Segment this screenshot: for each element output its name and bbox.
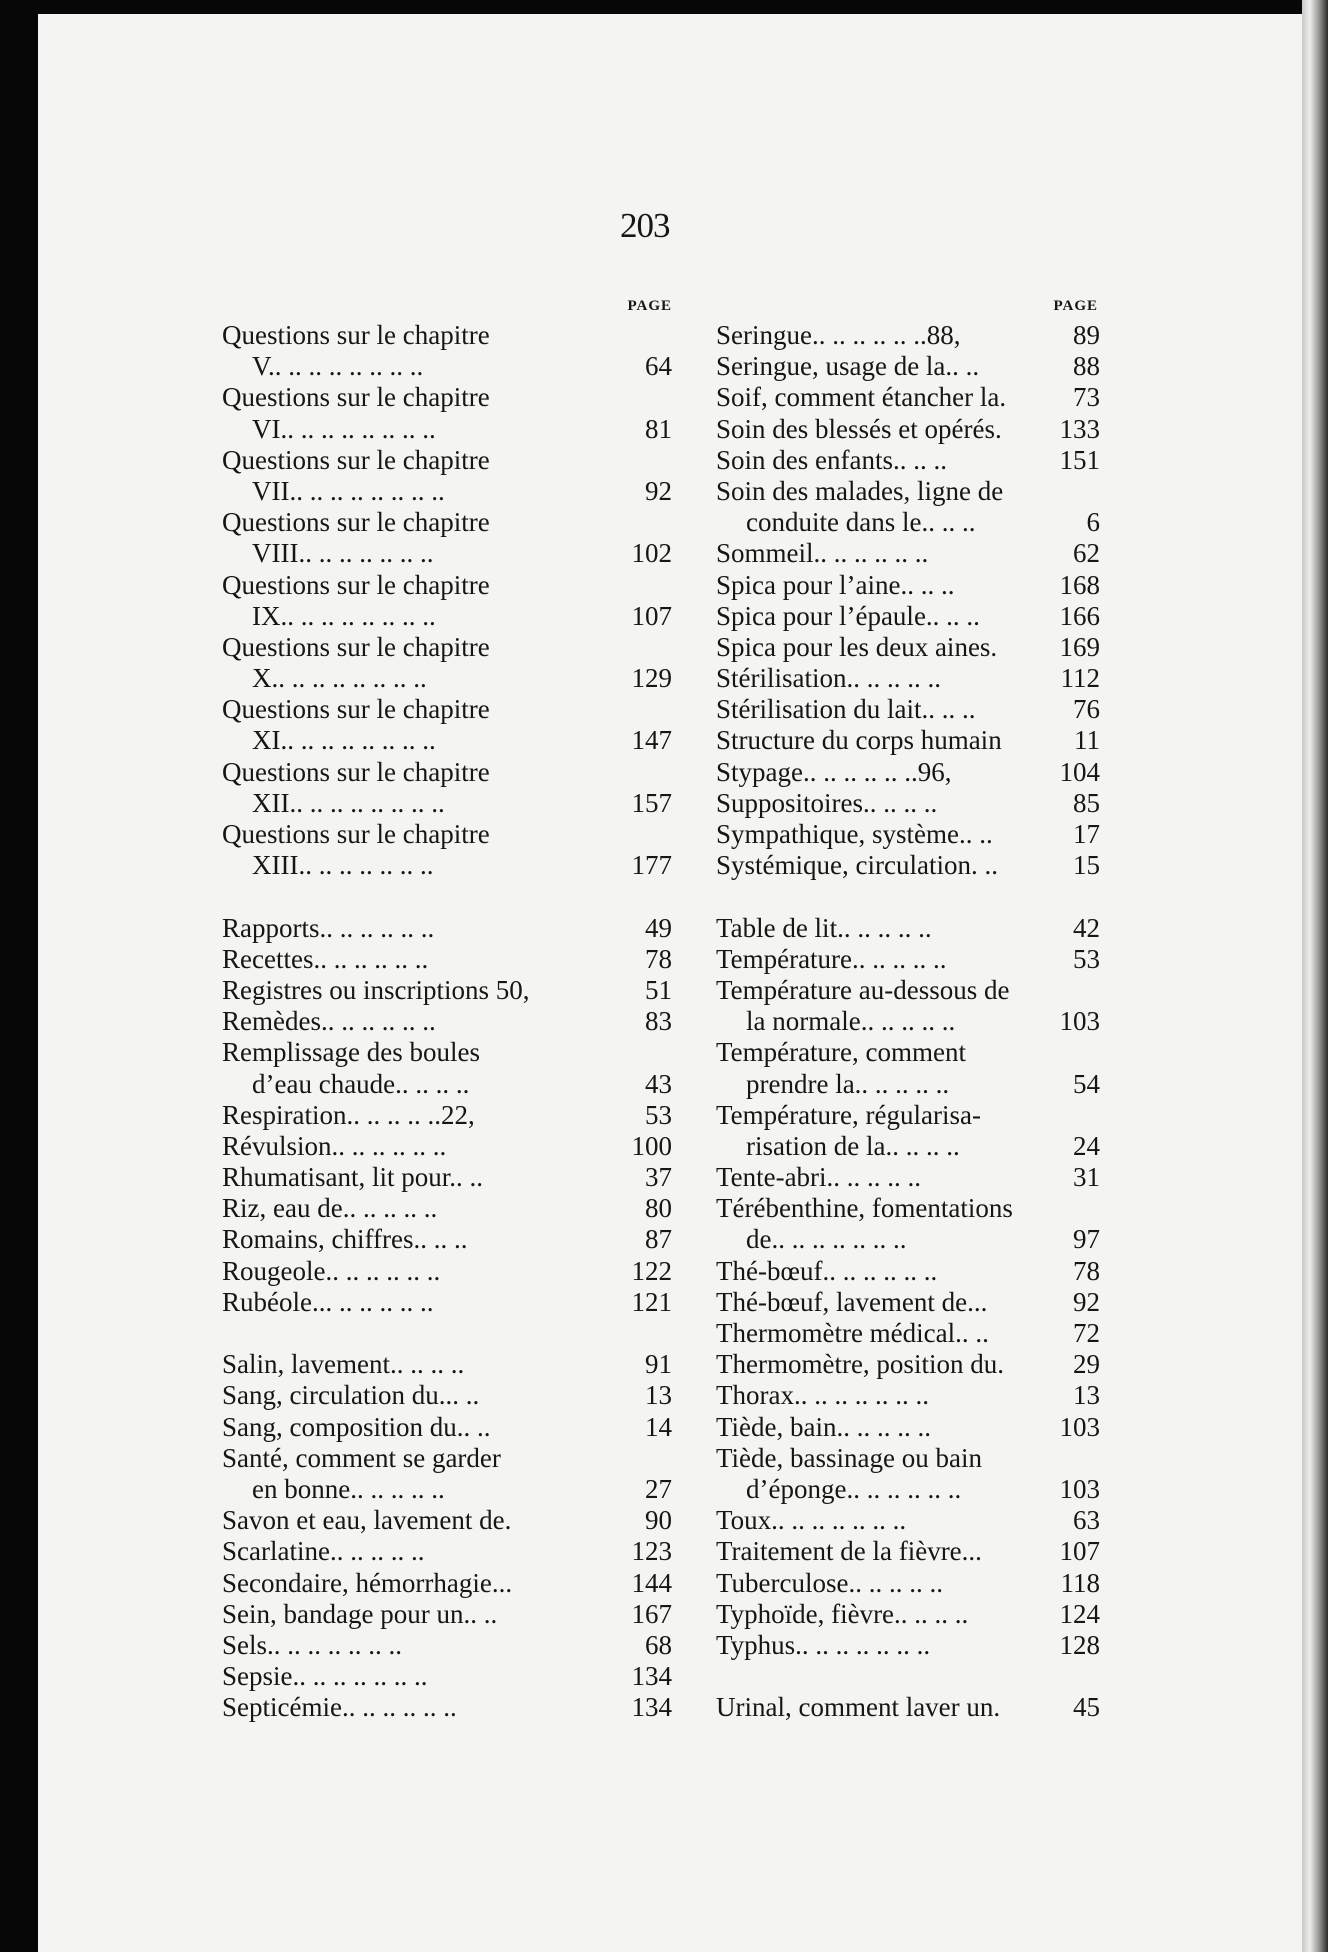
index-entry <box>222 1536 672 1567</box>
index-entry-text: Toux.. .. .. .. .. .. .. <box>716 1505 907 1536</box>
index-entry <box>222 725 672 756</box>
index-entry-page-number: 103 <box>1059 1473 1100 1504</box>
index-entry <box>222 351 672 382</box>
index-entry-page-number: 100 <box>631 1130 672 1161</box>
index-entry-page-number: 53 <box>645 1099 672 1130</box>
index-entry-text: Questions sur le chapitre <box>222 507 490 538</box>
index-entry-text: Température, comment <box>716 1037 967 1068</box>
index-entry-page-number: 51 <box>645 974 672 1005</box>
index-entry-page-number: 24 <box>1073 1130 1100 1161</box>
index-entry <box>222 819 672 850</box>
index-entry-page-number: 78 <box>1073 1255 1100 1286</box>
index-entry-page-number: 49 <box>645 912 672 943</box>
index-entry <box>716 507 1100 538</box>
entries-left <box>222 320 672 1723</box>
index-entry-text: d’éponge.. .. .. .. .. .. <box>746 1473 962 1504</box>
index-entry-text: Sang, composition du.. .. <box>222 1411 491 1442</box>
index-entry-page-number: 97 <box>1073 1224 1100 1255</box>
index-entry-text: Rubéole... .. .. .. .. .. <box>222 1286 434 1317</box>
index-entry-text: Sang, circulation du... .. <box>222 1380 480 1411</box>
index-entry-text: en bonne.. .. .. .. .. <box>252 1473 445 1504</box>
index-entry-text: Traitement de la fièvre... <box>716 1536 982 1567</box>
index-entry-page-number: 43 <box>645 1068 672 1099</box>
index-entry-page-number: 151 <box>1059 444 1100 475</box>
index-entry-text: Romains, chiffres.. .. .. <box>222 1224 468 1255</box>
index-entry-text: Rapports.. .. .. .. .. .. <box>222 912 435 943</box>
index-entry <box>222 1131 672 1162</box>
index-entry <box>716 445 1100 476</box>
index-entry <box>222 1692 672 1723</box>
index-entry-page-number: 177 <box>631 850 672 881</box>
index-entry-page-number: 112 <box>1060 663 1100 694</box>
index-entry-text: Spica pour l’épaule.. .. .. <box>716 600 980 631</box>
index-entry <box>716 1474 1100 1505</box>
index-entry <box>222 788 672 819</box>
index-entry-page-number: 73 <box>1073 382 1100 413</box>
index-entry <box>716 975 1100 1006</box>
index-entry <box>222 1380 672 1411</box>
index-entry <box>222 1630 672 1661</box>
index-entry-text: Tiède, bain.. .. .. .. .. <box>716 1411 931 1442</box>
index-entry-page-number: 45 <box>1073 1692 1100 1723</box>
index-entry <box>716 1287 1100 1318</box>
index-entry-text: Suppositoires.. .. .. .. <box>716 787 938 818</box>
index-entry-text: Urinal, comment laver un. <box>716 1692 1001 1723</box>
index-entry <box>716 476 1100 507</box>
index-entry-page-number: 92 <box>645 475 672 506</box>
index-entry-text: Thorax.. .. .. .. .. .. .. <box>716 1380 929 1411</box>
index-entry-text: Température au-dessous de <box>716 974 1010 1005</box>
index-entry-text: VIII.. .. .. .. .. .. .. <box>252 538 434 569</box>
index-entry <box>716 1536 1100 1567</box>
index-entry-text: Remplissage des boules <box>222 1037 480 1068</box>
index-entry-text: V.. .. .. .. .. .. .. .. <box>252 351 424 382</box>
index-entry-text: Thermomètre médical.. .. <box>716 1318 989 1348</box>
index-entry-page-number: 54 <box>1073 1068 1100 1099</box>
index-entry-page-number: 123 <box>631 1536 672 1567</box>
index-entry-text: risation de la.. .. .. .. <box>746 1130 960 1161</box>
entries-right <box>716 320 1100 1723</box>
index-entry-page-number: 122 <box>631 1255 672 1286</box>
index-entry-page-number: 11 <box>1074 725 1100 756</box>
index-entry-text: Secondaire, hémorrhagie... <box>222 1567 513 1598</box>
index-entry-text: Seringue, usage de la.. .. <box>716 351 980 382</box>
index-entry-page-number: 103 <box>1059 1411 1100 1442</box>
index-entry <box>222 1037 672 1068</box>
index-entry <box>222 944 672 975</box>
index-entry-page-number: 102 <box>631 538 672 569</box>
index-entry-text: XIII.. .. .. .. .. .. .. <box>252 850 434 881</box>
index-entry-text: Sommeil.. .. .. .. .. .. <box>716 538 929 569</box>
index-column-left <box>222 292 672 1723</box>
index-entry-page-number: 90 <box>645 1505 672 1536</box>
index-entry <box>716 1443 1100 1474</box>
index-entry-text: Registres ou inscriptions 50, <box>222 974 530 1005</box>
index-entry <box>222 632 672 663</box>
index-entry-text: Tiède, bassinage ou bain <box>716 1442 982 1473</box>
index-entry-page-number: 37 <box>645 1162 672 1193</box>
index-entry-page-number: 166 <box>1059 600 1100 631</box>
index-entry-text: Questions sur le chapitre <box>222 819 490 849</box>
index-entry-text: de.. .. .. .. .. .. .. <box>746 1224 907 1255</box>
index-entry <box>222 1599 672 1630</box>
index-entry <box>716 1412 1100 1443</box>
index-entry-page-number: 88 <box>1073 351 1100 382</box>
index-entry-page-number: 62 <box>1073 538 1100 569</box>
index-entry-page-number: 13 <box>1073 1380 1100 1411</box>
column-header-right: PAGE <box>1053 298 1098 314</box>
section-gap <box>716 1661 1100 1692</box>
index-entry-text: Thermomètre, position du. <box>716 1349 1004 1380</box>
index-entry <box>716 320 1100 351</box>
index-entry <box>222 913 672 944</box>
index-entry-page-number: 104 <box>1059 756 1100 787</box>
index-entry <box>222 1100 672 1131</box>
index-entry <box>716 1505 1100 1536</box>
index-entry-page-number: 85 <box>1073 787 1100 818</box>
index-entry-text: Tente-abri.. .. .. .. .. <box>716 1162 922 1193</box>
index-entry <box>716 913 1100 944</box>
index-entry-text: Sepsie.. .. .. .. .. .. .. <box>222 1661 428 1692</box>
index-entry <box>222 1505 672 1536</box>
index-entry-page-number: 103 <box>1059 1006 1100 1037</box>
index-entry-text: Scarlatine.. .. .. .. .. <box>222 1536 425 1567</box>
index-entry-text: Spica pour l’aine.. .. .. <box>716 569 955 600</box>
index-entry <box>716 944 1100 975</box>
index-entry-text: Salin, lavement.. .. .. .. <box>222 1349 465 1380</box>
index-entry-text: Sympathique, système.. .. <box>716 819 993 849</box>
index-entry-page-number: 118 <box>1060 1567 1100 1598</box>
index-entry <box>716 1380 1100 1411</box>
index-entry <box>222 850 672 881</box>
index-entry-text: Température, régularisa- <box>716 1099 981 1130</box>
index-entry <box>716 570 1100 601</box>
index-entry-text: Questions sur le chapitre <box>222 756 490 787</box>
book-spine-edge <box>1302 0 1328 1952</box>
index-entry-text: Seringue.. .. .. .. .. ..88, <box>716 320 961 350</box>
index-entry-page-number: 144 <box>631 1567 672 1598</box>
index-entry-text: Spica pour les deux aines. <box>716 631 998 662</box>
index-entry <box>716 850 1100 881</box>
index-entry-text: prendre la.. .. .. .. .. <box>746 1068 950 1099</box>
index-entry <box>222 445 672 476</box>
index-entry-text: Questions sur le chapitre <box>222 631 490 662</box>
index-entry-page-number: 124 <box>1059 1598 1100 1629</box>
index-entry <box>222 663 672 694</box>
index-entry-page-number: 129 <box>631 663 672 694</box>
index-entry <box>222 570 672 601</box>
index-entry-text: Thé-bœuf, lavement de... <box>716 1286 988 1317</box>
index-entry-text: Stérilisation du lait.. .. .. <box>716 694 976 725</box>
index-entry-page-number: 76 <box>1073 694 1100 725</box>
index-entry-text: Questions sur le chapitre <box>222 320 490 350</box>
index-entry <box>222 1474 672 1505</box>
index-entry-text: Typhus.. .. .. .. .. .. .. <box>716 1629 931 1660</box>
index-entry-page-number: 147 <box>631 725 672 756</box>
index-entry <box>716 788 1100 819</box>
index-entry <box>716 382 1100 413</box>
index-entry <box>716 1318 1100 1349</box>
index-entry <box>222 1162 672 1193</box>
index-entry-page-number: 6 <box>1086 507 1100 538</box>
index-entry-text: VI.. .. .. .. .. .. .. .. <box>252 413 436 444</box>
index-entry-text: Sein, bandage pour un.. .. <box>222 1598 498 1629</box>
index-entry-page-number: 80 <box>645 1193 672 1224</box>
index-entry <box>716 1193 1100 1224</box>
index-entry-page-number: 14 <box>645 1411 672 1442</box>
index-entry <box>716 1256 1100 1287</box>
index-entry <box>716 1692 1100 1723</box>
index-entry-page-number: 92 <box>1073 1286 1100 1317</box>
index-entry <box>716 663 1100 694</box>
index-entry-text: XII.. .. .. .. .. .. .. .. <box>252 787 445 818</box>
section-gap <box>716 881 1100 912</box>
index-entry <box>716 819 1100 850</box>
index-entry-text: Soin des enfants.. .. .. <box>716 444 947 475</box>
index-entry-text: Térébenthine, fomentations <box>716 1193 1013 1224</box>
index-entry <box>222 1256 672 1287</box>
index-entry <box>222 1224 672 1255</box>
index-entry <box>716 1568 1100 1599</box>
index-entry-page-number: 64 <box>645 351 672 382</box>
index-entry <box>222 1069 672 1100</box>
index-entry <box>716 694 1100 725</box>
index-entry-page-number: 13 <box>645 1380 672 1411</box>
index-entry <box>716 1069 1100 1100</box>
index-entry-text: d’eau chaude.. .. .. .. <box>252 1068 470 1099</box>
index-entry <box>716 1599 1100 1630</box>
index-entry <box>716 632 1100 663</box>
index-entry-page-number: 81 <box>645 413 672 444</box>
index-entry <box>222 476 672 507</box>
index-entry-text: Thé-bœuf.. .. .. .. .. .. <box>716 1255 938 1286</box>
index-entry-text: Table de lit.. .. .. .. .. <box>716 912 932 943</box>
index-entry <box>222 538 672 569</box>
index-entry-page-number: 167 <box>631 1598 672 1629</box>
index-entry-text: Recettes.. .. .. .. .. .. <box>222 943 429 974</box>
index-entry-page-number: 91 <box>645 1349 672 1380</box>
index-entry <box>716 1037 1100 1068</box>
index-entry <box>716 1224 1100 1255</box>
index-entry-page-number: 31 <box>1073 1162 1100 1193</box>
column-header-left: PAGE <box>627 298 672 314</box>
index-entry-text: la normale.. .. .. .. .. <box>746 1006 956 1037</box>
index-entry <box>716 725 1100 756</box>
index-entry <box>716 414 1100 445</box>
index-entry <box>222 1412 672 1443</box>
index-entry-text: Tuberculose.. .. .. .. .. <box>716 1567 943 1598</box>
index-entry <box>222 975 672 1006</box>
index-entry-page-number: 107 <box>1059 1536 1100 1567</box>
index-entry-text: Santé, comment se garder <box>222 1442 501 1473</box>
index-entry-text: VII.. .. .. .. .. .. .. .. <box>252 475 445 506</box>
index-entry-page-number: 68 <box>645 1629 672 1660</box>
index-entry-page-number: 134 <box>631 1661 672 1692</box>
index-entry-text: Questions sur le chapitre <box>222 444 490 475</box>
index-entry-page-number: 63 <box>1073 1505 1100 1536</box>
index-entry <box>222 507 672 538</box>
index-entry <box>222 1349 672 1380</box>
index-entry-text: Savon et eau, lavement de. <box>222 1505 512 1536</box>
index-entry-text: X.. .. .. .. .. .. .. .. <box>252 663 427 694</box>
index-entry <box>716 1162 1100 1193</box>
index-entry-page-number: 78 <box>645 943 672 974</box>
index-entry-text: Soin des malades, ligne de <box>716 475 1004 506</box>
index-entry-page-number: 29 <box>1073 1349 1100 1380</box>
index-entry-text: Soif, comment étancher la. <box>716 382 1007 413</box>
index-entry <box>222 1193 672 1224</box>
index-entry <box>716 538 1100 569</box>
index-entry-page-number: 133 <box>1059 413 1100 444</box>
index-entry-text: Respiration.. .. .. .. ..22, <box>222 1099 475 1130</box>
index-entry <box>222 1443 672 1474</box>
index-entry <box>716 1630 1100 1661</box>
index-entry <box>716 1100 1100 1131</box>
index-entry-text: Stypage.. .. .. .. .. ..96, <box>716 756 952 787</box>
index-entry <box>222 601 672 632</box>
index-entry-page-number: 27 <box>645 1473 672 1504</box>
index-entry-text: XI.. .. .. .. .. .. .. .. <box>252 725 436 756</box>
index-entry-page-number: 128 <box>1059 1629 1100 1660</box>
index-entry <box>222 694 672 725</box>
index-entry <box>716 601 1100 632</box>
index-entry-text: Riz, eau de.. .. .. .. .. <box>222 1193 438 1224</box>
index-entry <box>222 414 672 445</box>
index-entry <box>222 757 672 788</box>
index-entry-text: Rougeole.. .. .. .. .. .. <box>222 1255 441 1286</box>
index-entry-page-number: 169 <box>1059 631 1100 662</box>
index-entry-page-number: 107 <box>631 600 672 631</box>
index-entry-text: Soin des blessés et opérés. <box>716 413 1002 444</box>
index-entry-text: Sels.. .. .. .. .. .. .. <box>222 1629 403 1660</box>
index-entry <box>716 1349 1100 1380</box>
index-column-right <box>716 292 1100 1723</box>
index-entry <box>222 382 672 413</box>
index-entry-page-number: 83 <box>645 1006 672 1037</box>
index-entry-page-number: 157 <box>631 787 672 818</box>
index-entry-text: Systémique, circulation. .. <box>716 850 998 881</box>
index-entry-text: conduite dans le.. .. .. <box>746 507 976 538</box>
index-entry-text: Questions sur le chapitre <box>222 569 490 600</box>
index-entry-text: Rhumatisant, lit pour.. .. <box>222 1162 483 1193</box>
index-entry <box>716 1006 1100 1037</box>
index-entry-page-number: 42 <box>1073 912 1100 943</box>
index-entry-text: Stérilisation.. .. .. .. .. <box>716 663 941 694</box>
index-entry-text: Questions sur le chapitre <box>222 382 490 413</box>
index-entry-page-number: 72 <box>1073 1318 1100 1348</box>
index-entry <box>716 757 1100 788</box>
index-entry-page-number: 53 <box>1073 943 1100 974</box>
index-entry <box>222 1568 672 1599</box>
index-entry-page-number: 89 <box>1073 320 1100 350</box>
index-entry-text: Septicémie.. .. .. .. .. .. <box>222 1692 457 1723</box>
index-entry-page-number: 168 <box>1059 569 1100 600</box>
index-entry-text: IX.. .. .. .. .. .. .. .. <box>252 600 436 631</box>
index-entry-page-number: 121 <box>631 1286 672 1317</box>
index-entry-text: Typhoïde, fièvre.. .. .. .. <box>716 1598 969 1629</box>
index-entry-page-number: 15 <box>1073 850 1100 881</box>
index-entry-page-number: 87 <box>645 1224 672 1255</box>
section-gap <box>222 1318 672 1349</box>
index-entry <box>222 1661 672 1692</box>
index-entry-text: Température.. .. .. .. .. <box>716 943 947 974</box>
section-gap <box>222 881 672 912</box>
index-entry-text: Structure du corps humain <box>716 725 1002 756</box>
index-entry <box>222 320 672 351</box>
index-entry <box>716 351 1100 382</box>
index-entry-page-number: 134 <box>631 1692 672 1723</box>
index-entry-page-number: 17 <box>1073 819 1100 849</box>
index-entry <box>222 1287 672 1318</box>
index-entry-text: Remèdes.. .. .. .. .. .. <box>222 1006 436 1037</box>
index-entry-text: Questions sur le chapitre <box>222 694 490 725</box>
index-entry-text: Révulsion.. .. .. .. .. .. <box>222 1130 447 1161</box>
page-number: 203 <box>620 206 670 245</box>
index-entry <box>222 1006 672 1037</box>
index-entry <box>716 1131 1100 1162</box>
